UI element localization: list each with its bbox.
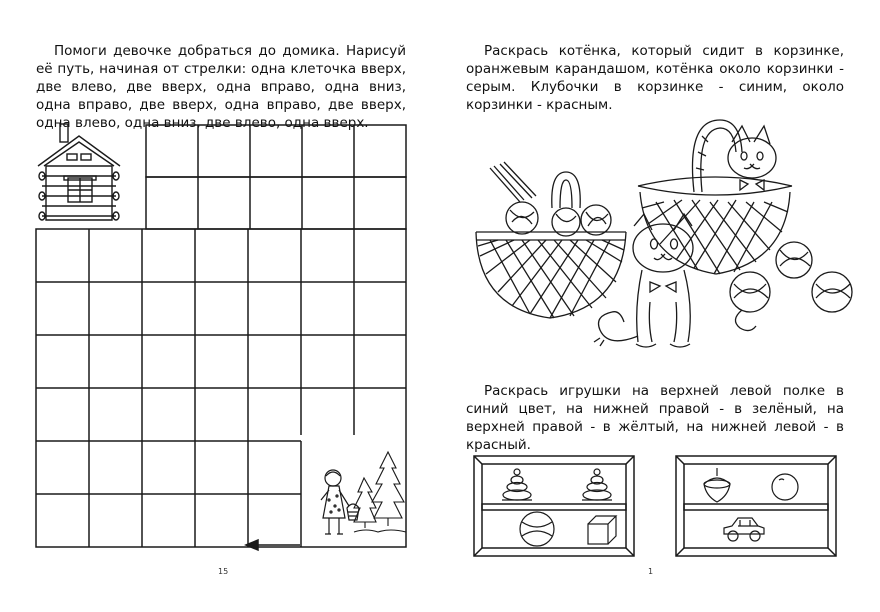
coloring-toys-task-text: Раскрась игрушки на верхней левой полке в синий цвет, на нижней правой - в зелёный, на верхней правой - в жёлтый, на нижней левой - в красный. (466, 383, 844, 453)
pyramid-toy-icon (580, 468, 614, 502)
coloring-cats-task-text: Раскрась котёнка, который сидит в корзинке, оранжевым карандашом, котёнка около корзинки - серым. Клубочки в корзинке - синим, около корзинки - красным. (466, 43, 844, 113)
cube-icon (586, 514, 618, 546)
toy-car-icon (722, 516, 766, 544)
start-arrow-icon (244, 538, 304, 552)
ball-icon (770, 472, 800, 502)
right-page-number: 1 (648, 567, 654, 576)
left-page-number: 15 (218, 567, 229, 576)
ball-icon (518, 510, 556, 548)
fir-trees-icon (352, 448, 412, 538)
spinning-top-icon (700, 468, 734, 504)
kitten-icon (590, 212, 720, 360)
right-page (440, 0, 880, 612)
yarn-balls-icon (720, 236, 860, 336)
pyramid-toy-icon (500, 468, 534, 502)
maze-task-text: Помоги девочке добраться до домика. Нарисуй её путь, начиная от стрелки: одна клеточка вверх, две влево, две вверх, одна вправо, одна вниз, одна вправо, две вверх, одна вправо, две вверх, одна влево, одна вниз, две влево, одна вверх. (36, 43, 406, 131)
